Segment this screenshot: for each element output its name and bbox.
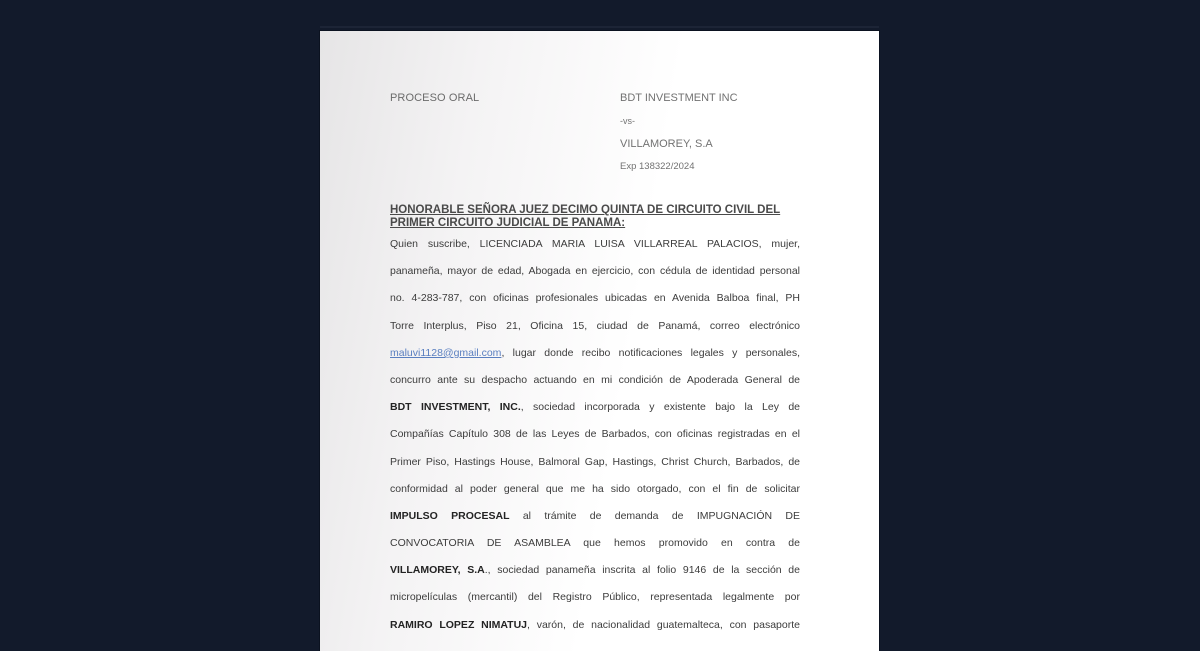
body-text: ., sociedad panameña inscrita al folio 9146 de la sección de [484,564,800,577]
addressee-line: HONORABLE SEÑORA JUEZ DECIMO QUINTA DE CIRCUITO CIVIL DEL [390,204,781,216]
body-text: panameña, mayor de edad, Abogada en ejercicio, con cédula de identidad personal [390,265,800,278]
body-text: , varón, de nacionalidad guatemalteca, con pasaporte [527,618,800,631]
body-line [390,533,800,560]
versus-label: -vs- [620,116,635,126]
body-text: CONVOCATORIA DE ASAMBLEA que hemos promovido en contra de [390,537,800,550]
page-top-edge [320,26,879,28]
body-line [390,343,800,370]
body-text: Quien suscribe, LICENCIADA MARIA LUISA VILLARREAL PALACIOS, mujer, [390,238,800,250]
body-text: , lugar donde recibo notificaciones legales y personales, [501,346,800,359]
body-text: conformidad al poder general que me ha sido otorgado, con el fin de solicitar [390,482,800,495]
bold-entity: RAMIRO LOPEZ NIMATUJ [390,618,528,631]
addressee-heading [390,204,790,230]
body-line [390,560,800,587]
document-body [390,234,800,642]
body-line [390,452,800,479]
email-link[interactable]: maluvi1128@gmail.com [390,346,502,359]
body-line [390,397,800,424]
body-line [390,234,800,261]
plaintiff-name: BDT INVESTMENT INC [620,92,738,104]
body-text: Primer Piso, Hastings House, Balmoral Gap, Hastings, Christ Church, Barbados, de [390,455,800,468]
defendant-name: VILLAMOREY, S.A [620,138,713,150]
body-line [390,506,800,533]
case-number: Exp 138322/2024 [620,161,695,172]
body-line [390,479,800,506]
body-text: Compañías Capítulo 308 de las Leyes de Barbados, con oficinas registradas en el [390,428,800,441]
body-text: concurro ante su despacho actuando en mi condición de Apoderada General de [390,373,800,386]
process-type: PROCESO ORAL [390,92,480,104]
body-text: al trámite de demanda de IMPUGNACIÓN DE [509,509,800,522]
bold-entity: BDT INVESTMENT, INC. [390,401,521,414]
body-line [390,615,800,642]
bold-entity: VILLAMOREY, S.A [390,564,485,577]
bold-entity: IMPULSO PROCESAL [390,509,510,522]
body-line [390,587,800,614]
body-line [390,261,800,288]
addressee-line: PRIMER CIRCUITO JUDICIAL DE PANAMA: [390,217,626,229]
body-line [390,424,800,451]
body-text: Torre Interplus, Piso 21, Oficina 15, ciudad de Panamá, correo electrónico [390,319,800,332]
body-text: no. 4-283-787, con oficinas profesionales ubicadas en Avenida Balboa final, PH [390,292,800,305]
body-text: micropelículas (mercantil) del Registro Público, representada legalmente por [390,591,800,604]
body-line [390,316,800,343]
body-text: , sociedad incorporada y existente bajo la Ley de [520,401,800,414]
body-line [390,370,800,397]
document-page [320,31,879,651]
body-line [390,288,800,315]
